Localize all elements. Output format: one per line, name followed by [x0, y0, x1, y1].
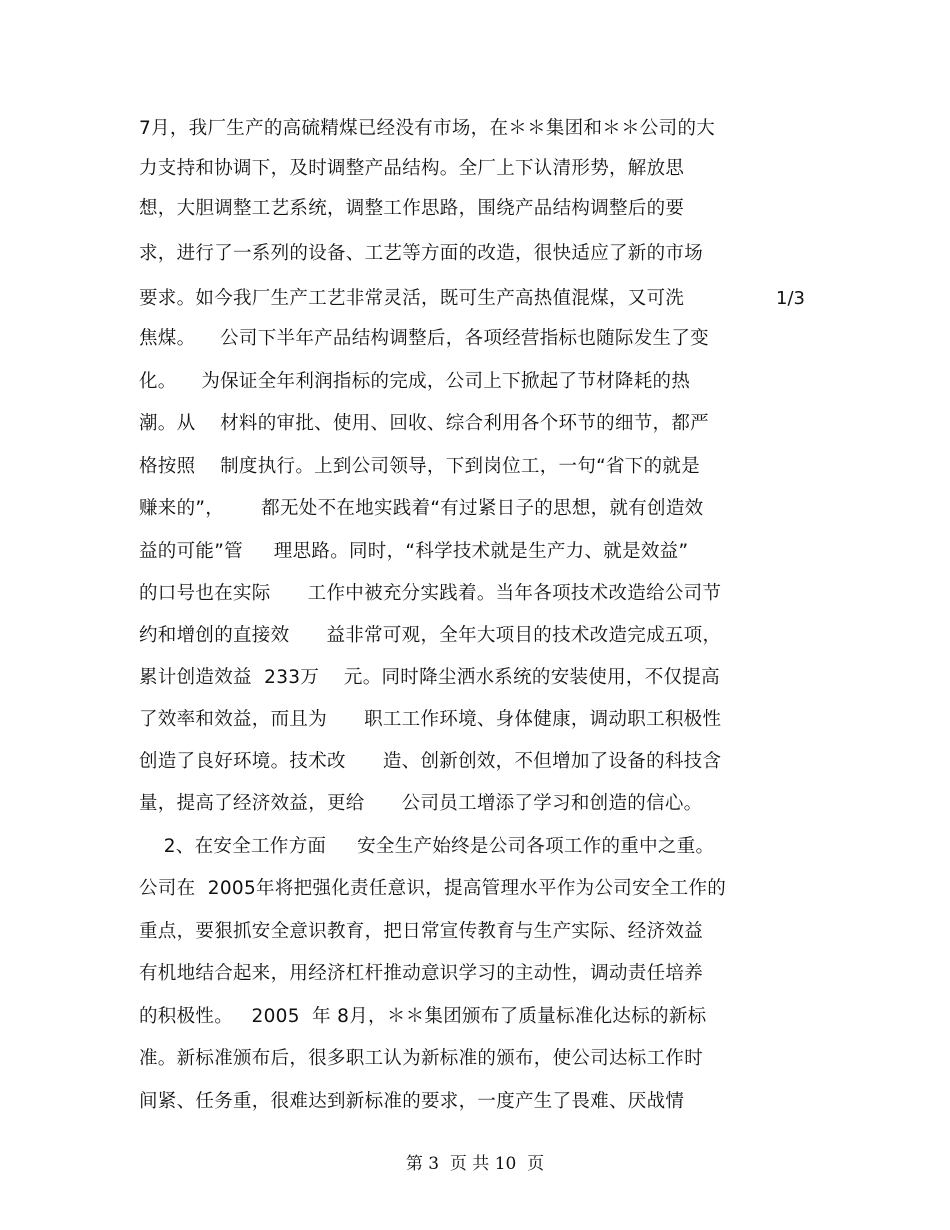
body-text-line: 7月，我厂生产的高硫精煤已经没有市场，在＊＊集团和＊＊公司的大 [139, 118, 716, 139]
body-text-line: 益的可能”管 理思路。同时，“科学技术就是生产力、就是效益” [139, 541, 689, 562]
body-text-line: 格按照 制度执行。上到公司领导，下到岗位工，一句“省下的就是 [139, 456, 701, 477]
body-text-line: 有机地结合起来，用经济杠杆推动意识学习的主动性，调动责任培养 [139, 963, 704, 984]
body-text-line: 焦煤。 公司下半年产品结构调整后，各项经营指标也随际发生了变 [139, 328, 709, 349]
body-text-line: 的口号也在实际 工作中被充分实践着。当年各项技术改造给公司节 [139, 583, 722, 604]
body-text-line: 间紧、任务重，很难达到新标准的要求，一度产生了畏难、厌战情 [139, 1091, 685, 1112]
body-text-line: 的积极性。 2005 年 8月，＊＊集团颁布了质量标准化达标的新标 [139, 1006, 707, 1027]
body-text-line: 公司在 2005年将把强化责任意识，提高管理水平作为公司安全工作的 [139, 878, 727, 899]
body-text-line: 重点，要狠抓安全意识教育，把日常宣传教育与生产实际、经济效益 [139, 921, 704, 942]
body-text-line: 赚来的”， 都无处不在地实践着“有过紧日子的思想，就有创造效 [139, 498, 704, 519]
body-text-line: 化。 为保证全年利润指标的完成，公司上下掀起了节材降耗的热 [139, 371, 691, 392]
body-text-line: 求，进行了一系列的设备、工艺等方面的改造，很快适应了新的市场 [139, 243, 704, 264]
body-text-line: 了效率和效益，而且为 职工工作环境、身体健康，调动职工积极性 [139, 709, 722, 730]
body-text-line: 潮。从 材料的审批、使用、回收、综合利用各个环节的细节，都严 [139, 413, 709, 434]
body-text-line: 力支持和协调下，及时调整产品结构。全厂上下认清形势，解放思 [139, 158, 685, 179]
page-footer: 第 3 页 共 10 页 [405, 1154, 545, 1174]
page-fraction-mark: 1/3 [776, 288, 805, 309]
body-text-line: 要求。如今我厂生产工艺非常灵活，既可生产高热值混煤，又可洗 [139, 288, 685, 309]
body-text-line: 累计创造效益 233万 元。同时降尘洒水系统的安装使用，不仅提高 [139, 667, 720, 688]
body-text-line: 2、在安全工作方面 安全生产始终是公司各项工作的重中之重。 [139, 836, 715, 857]
body-text-line: 想，大胆调整工艺系统，调整工作思路，围绕产品结构调整后的要 [139, 198, 685, 219]
body-text-line: 量，提高了经济效益，更给 公司员工增添了学习和创造的信心。 [139, 793, 703, 814]
body-text-line: 准。新标准颁布后，很多职工认为新标准的颁布，使公司达标工作时 [139, 1048, 704, 1069]
body-text-line: 约和增创的直接效 益非常可观，全年大项目的技术改造完成五项， [139, 625, 722, 646]
body-text-line: 创造了良好环境。技术改 造、创新创效，不但增加了设备的科技含 [139, 751, 722, 772]
